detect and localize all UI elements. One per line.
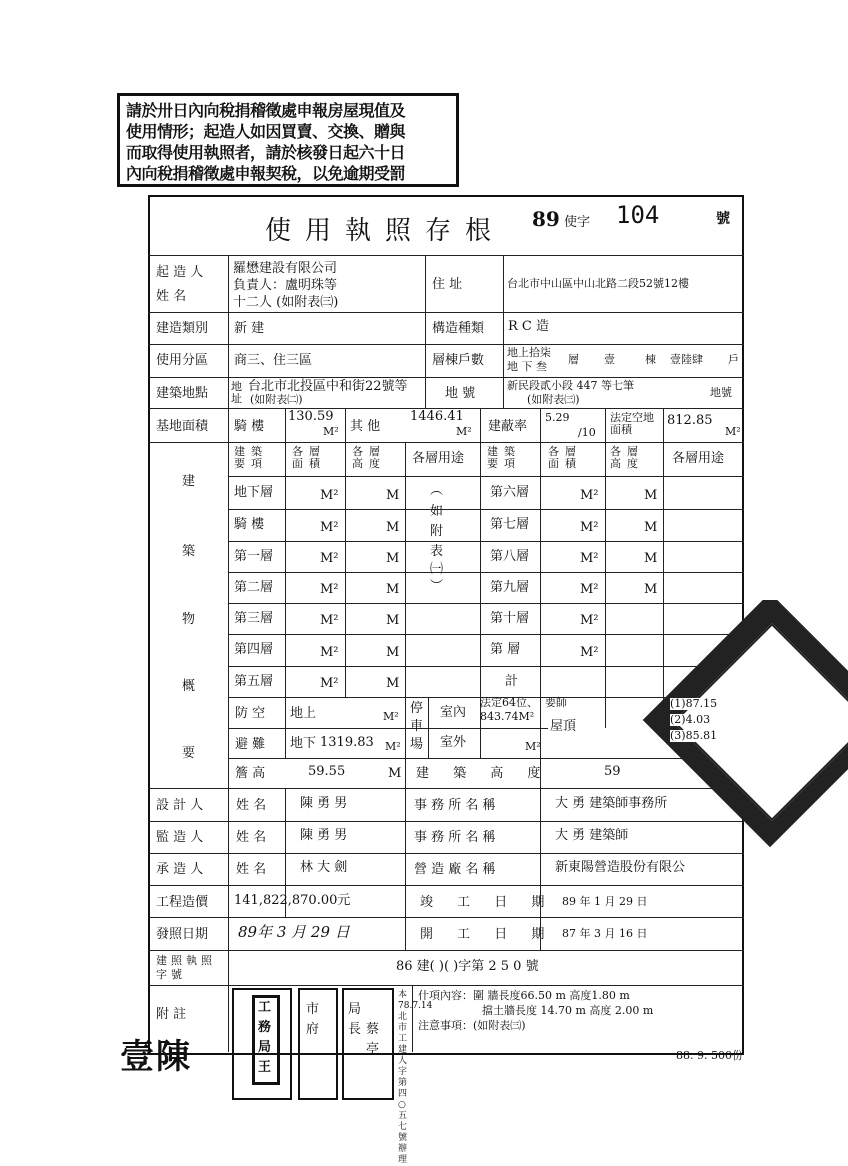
use-note: ㈠: [430, 562, 444, 577]
floors-unit-house: 戶: [728, 353, 739, 366]
unit-h: M: [386, 613, 400, 628]
unit-h: M: [644, 582, 658, 597]
eave-height-value: 59.55: [308, 764, 346, 779]
floor-row: 第二層: [234, 580, 274, 595]
roof-a: 要師: [545, 696, 567, 709]
open-space-value: 812.85: [667, 413, 713, 428]
issue-date: 89年 3 月 29 日: [238, 923, 350, 941]
location-note: (如附表㈡): [250, 393, 303, 406]
owner-rep: 負責人：盧明珠等: [233, 278, 338, 293]
evac-label: 避 難: [235, 737, 266, 752]
unit-h: M: [644, 551, 658, 566]
use-note: 附: [430, 524, 444, 539]
floor-row: 第 層: [490, 642, 521, 657]
overview-side: 築: [182, 544, 196, 559]
lot-label: 地 號: [445, 386, 476, 401]
license-number: 104: [616, 201, 660, 229]
lot-suffix: 地號: [710, 386, 732, 399]
license-suffix: 號: [716, 211, 730, 227]
start-date: 87 年 3 月 16 日: [562, 927, 648, 940]
remarks-line2: 擋土牆長度 14.70 m 高度 2.00 m: [482, 1004, 654, 1017]
print-note: 88. 9. 500份: [676, 1049, 743, 1062]
location-label: 建築地點: [156, 386, 209, 401]
issue-label: 發照日期: [156, 927, 209, 942]
coverage-value: 5.29: [545, 411, 570, 424]
parking-indoor-note: 法定64位、: [480, 696, 538, 709]
floors-unit-layer: 層: [568, 353, 579, 366]
unit-area: M²: [320, 645, 339, 660]
license-word: 使字: [564, 215, 591, 230]
floor-row: 計: [505, 674, 519, 689]
roof-v2: (2)4.03: [670, 713, 711, 726]
unit-area: M²: [320, 676, 339, 691]
unit-h: M: [386, 551, 400, 566]
defense-below-value: 1319.83: [320, 735, 374, 750]
contractor-name-label: 姓 名: [236, 862, 267, 877]
remarks-stamp-col: 本78.7.14北市工建人字第四○五七號辦理: [398, 990, 433, 1165]
parking-unit: M²: [525, 740, 541, 753]
designer-office: 大 勇 建築師事務所: [555, 796, 668, 811]
completion-date: 89 年 1 月 29 日: [562, 895, 648, 908]
designer-role: 設 計 人: [156, 798, 204, 813]
floors-below: 地 下 叁: [507, 360, 547, 373]
floor-row: 地下層: [234, 485, 274, 500]
floor-row: 第八層: [490, 549, 530, 564]
unit-area: M²: [320, 520, 339, 535]
notice-line: 請於卅日內向稅捐稽徵處申報房屋現值及: [126, 101, 406, 120]
open-space-label: 法定空地面積: [610, 411, 654, 436]
col-height: 各層高度: [352, 445, 386, 470]
col-use-2: 各層用途: [672, 451, 725, 466]
overview-side: 要: [182, 746, 196, 761]
supervisor-name-label: 姓 名: [236, 830, 267, 845]
cost-label: 工程造價: [156, 895, 209, 910]
unit-area: M²: [580, 582, 599, 597]
unit-h: M: [386, 488, 400, 503]
coverage-den: /10: [578, 426, 596, 439]
site-unit-2: M²: [456, 425, 472, 438]
defense-above: 地上: [290, 706, 317, 721]
site-label: 基地面積: [156, 419, 209, 434]
site-unit: M²: [323, 425, 339, 438]
seal-text: 局長: [348, 1002, 362, 1037]
site-arcade-label: 騎 樓: [234, 419, 265, 434]
roof-v3: (3)85.81: [670, 729, 718, 742]
defense-label: 防 空: [235, 706, 266, 721]
site-unit-3: M²: [725, 425, 741, 438]
bldg-height-label: 建 築 高 度: [416, 766, 551, 781]
site-other-value: 1446.41: [410, 409, 464, 424]
lot-note: (如附表㈢): [527, 393, 580, 406]
use-note: 表: [430, 544, 444, 559]
notice-line: 內向稅捐稽徵處申報契稅，以免逾期受罰: [126, 164, 406, 183]
unit-h: M: [386, 645, 400, 660]
unit-area: M²: [580, 520, 599, 535]
parking-outdoor: 室外: [440, 735, 467, 750]
designer-office-label: 事 務 所 名 稱: [414, 798, 496, 813]
owner-count: 十二人 (如附表㈢): [233, 295, 339, 310]
col-use: 各層用途: [412, 451, 465, 466]
unit-area: M²: [320, 551, 339, 566]
designer-name-label: 姓 名: [236, 798, 267, 813]
floor-row: 第一層: [234, 549, 274, 564]
overview-side: 建: [182, 474, 196, 489]
notice-line: 使用情形；起造人如因買賣、交換、贈與: [126, 122, 406, 141]
supervisor-office-label: 事 務 所 名 稱: [414, 830, 496, 845]
zone-value: 商三、住三區: [234, 353, 313, 368]
floor-row: 騎 樓: [234, 517, 265, 532]
unit-h: M: [386, 676, 400, 691]
floor-row: 第七層: [490, 517, 530, 532]
unit-h: M: [386, 582, 400, 597]
floors-unit-bldg: 棟: [645, 353, 656, 366]
license-year: 89: [532, 207, 560, 231]
structure-value: R C 造: [508, 319, 549, 334]
contractor-office: 新東陽營造股份有限公: [555, 860, 686, 875]
unit-area: M²: [580, 645, 599, 660]
start-label: 開 工 日 期: [420, 927, 555, 942]
parking-indoor: 室內: [440, 705, 467, 720]
seal-text: 工務局王: [258, 1000, 272, 1075]
overview-side: 概: [182, 679, 196, 694]
notice-line: 而取得使用執照者，請於核發日起六十日: [126, 143, 406, 162]
roof-v1: (1)87.15: [670, 697, 718, 710]
defense-unit-2: M²: [385, 740, 401, 753]
floor-row: 第十層: [490, 611, 530, 626]
roof-b: 屋頂: [550, 719, 577, 734]
unit-area: M²: [320, 613, 339, 628]
parking-indoor-value: 843.74M²: [480, 710, 535, 723]
unit-area: M²: [320, 582, 339, 597]
floor-row: 第六層: [490, 485, 530, 500]
eave-height-label: 簷 高: [235, 766, 266, 781]
license-label: 建照執照字號: [156, 954, 216, 981]
unit-h: M: [644, 488, 658, 503]
unit-h: M: [644, 520, 658, 535]
floors-count: 壹: [604, 353, 615, 366]
location-value: 台北市北投區中和街22號等: [248, 379, 408, 394]
diagonal-seal: [640, 600, 848, 860]
notice-stamp: [117, 93, 459, 187]
parking-label: 停車場: [410, 701, 424, 752]
zone-label: 使用分區: [156, 353, 209, 368]
remarks-line1: 什項內容：圍 牆長度66.50 m 高度1.80 m: [418, 989, 630, 1002]
unit-area: M²: [320, 488, 339, 503]
cost-value: 141,822,870.00元: [234, 893, 351, 908]
unit-area: M²: [580, 613, 599, 628]
owner-label-2: 姓 名: [156, 289, 187, 304]
address-label: 住 址: [432, 277, 463, 292]
site-arcade-value: 130.59: [288, 409, 334, 424]
remarks-line3: 注意事項：(如附表㈢): [418, 1019, 526, 1032]
build-type-label: 建造類別: [156, 321, 209, 336]
build-type-value: 新 建: [234, 321, 265, 336]
floor-row: 第五層: [234, 674, 274, 689]
lot-value: 新民段貳小段 447 等七筆: [507, 379, 634, 392]
address-value: 台北市中山區中山北路二段52號12樓: [507, 277, 689, 290]
seal-text: 蔡亭: [366, 1022, 380, 1057]
col-item: 建築要項: [234, 445, 268, 470]
remarks-label: 附 註: [156, 1007, 187, 1022]
seal-left: 壹陳: [120, 1037, 192, 1077]
completion-label: 竣 工 日 期: [420, 895, 555, 910]
use-note: 如: [430, 504, 444, 519]
floor-row: 第九層: [490, 580, 530, 595]
contractor-role: 承 造 人: [156, 862, 204, 877]
contractor-office-label: 營 造 廠 名 稱: [414, 862, 496, 877]
supervisor-name: 陳 勇 男: [300, 828, 348, 843]
eave-height-unit: M: [388, 766, 402, 781]
supervisor-office: 大 勇 建築師: [555, 828, 629, 843]
supervisor-role: 監 造 人: [156, 830, 204, 845]
location-sub: 地址: [231, 380, 242, 405]
overview-side: 物: [182, 612, 196, 627]
use-note: ︵: [430, 483, 444, 498]
col-item-2: 建築要項: [487, 445, 521, 470]
floors-label: 層棟戶數: [432, 353, 485, 368]
floors-above: 地上拾柒: [507, 346, 551, 359]
structure-label: 構造種類: [432, 321, 485, 336]
bldg-height-value: 59: [604, 764, 621, 779]
contractor-name: 林 大 劍: [300, 860, 348, 875]
col-height-2: 各層高度: [610, 445, 644, 470]
floors-households: 壹陸肆: [670, 353, 703, 366]
defense-unit: M²: [383, 710, 399, 723]
col-area: 各層面積: [292, 445, 326, 470]
defense-below-label: 地下: [290, 736, 317, 751]
seal-text: 市府: [306, 1002, 320, 1037]
unit-h: M: [386, 520, 400, 535]
owner-label: 起 造 人: [156, 265, 204, 280]
coverage-label: 建蔽率: [488, 419, 528, 434]
use-note: ︶: [430, 579, 444, 594]
site-other-label: 其 他: [350, 419, 381, 434]
col-area-2: 各層面積: [548, 445, 582, 470]
floor-row: 第四層: [234, 642, 274, 657]
unit-area: M²: [580, 551, 599, 566]
form-title: 使用執照存根: [265, 216, 506, 246]
license-value: 86 建( )( )字第 2 5 0 號: [396, 959, 539, 974]
unit-area: M²: [580, 488, 599, 503]
floor-row: 第三層: [234, 611, 274, 626]
designer-name: 陳 勇 男: [300, 796, 348, 811]
owner-company: 羅懋建設有限公司: [233, 261, 338, 276]
